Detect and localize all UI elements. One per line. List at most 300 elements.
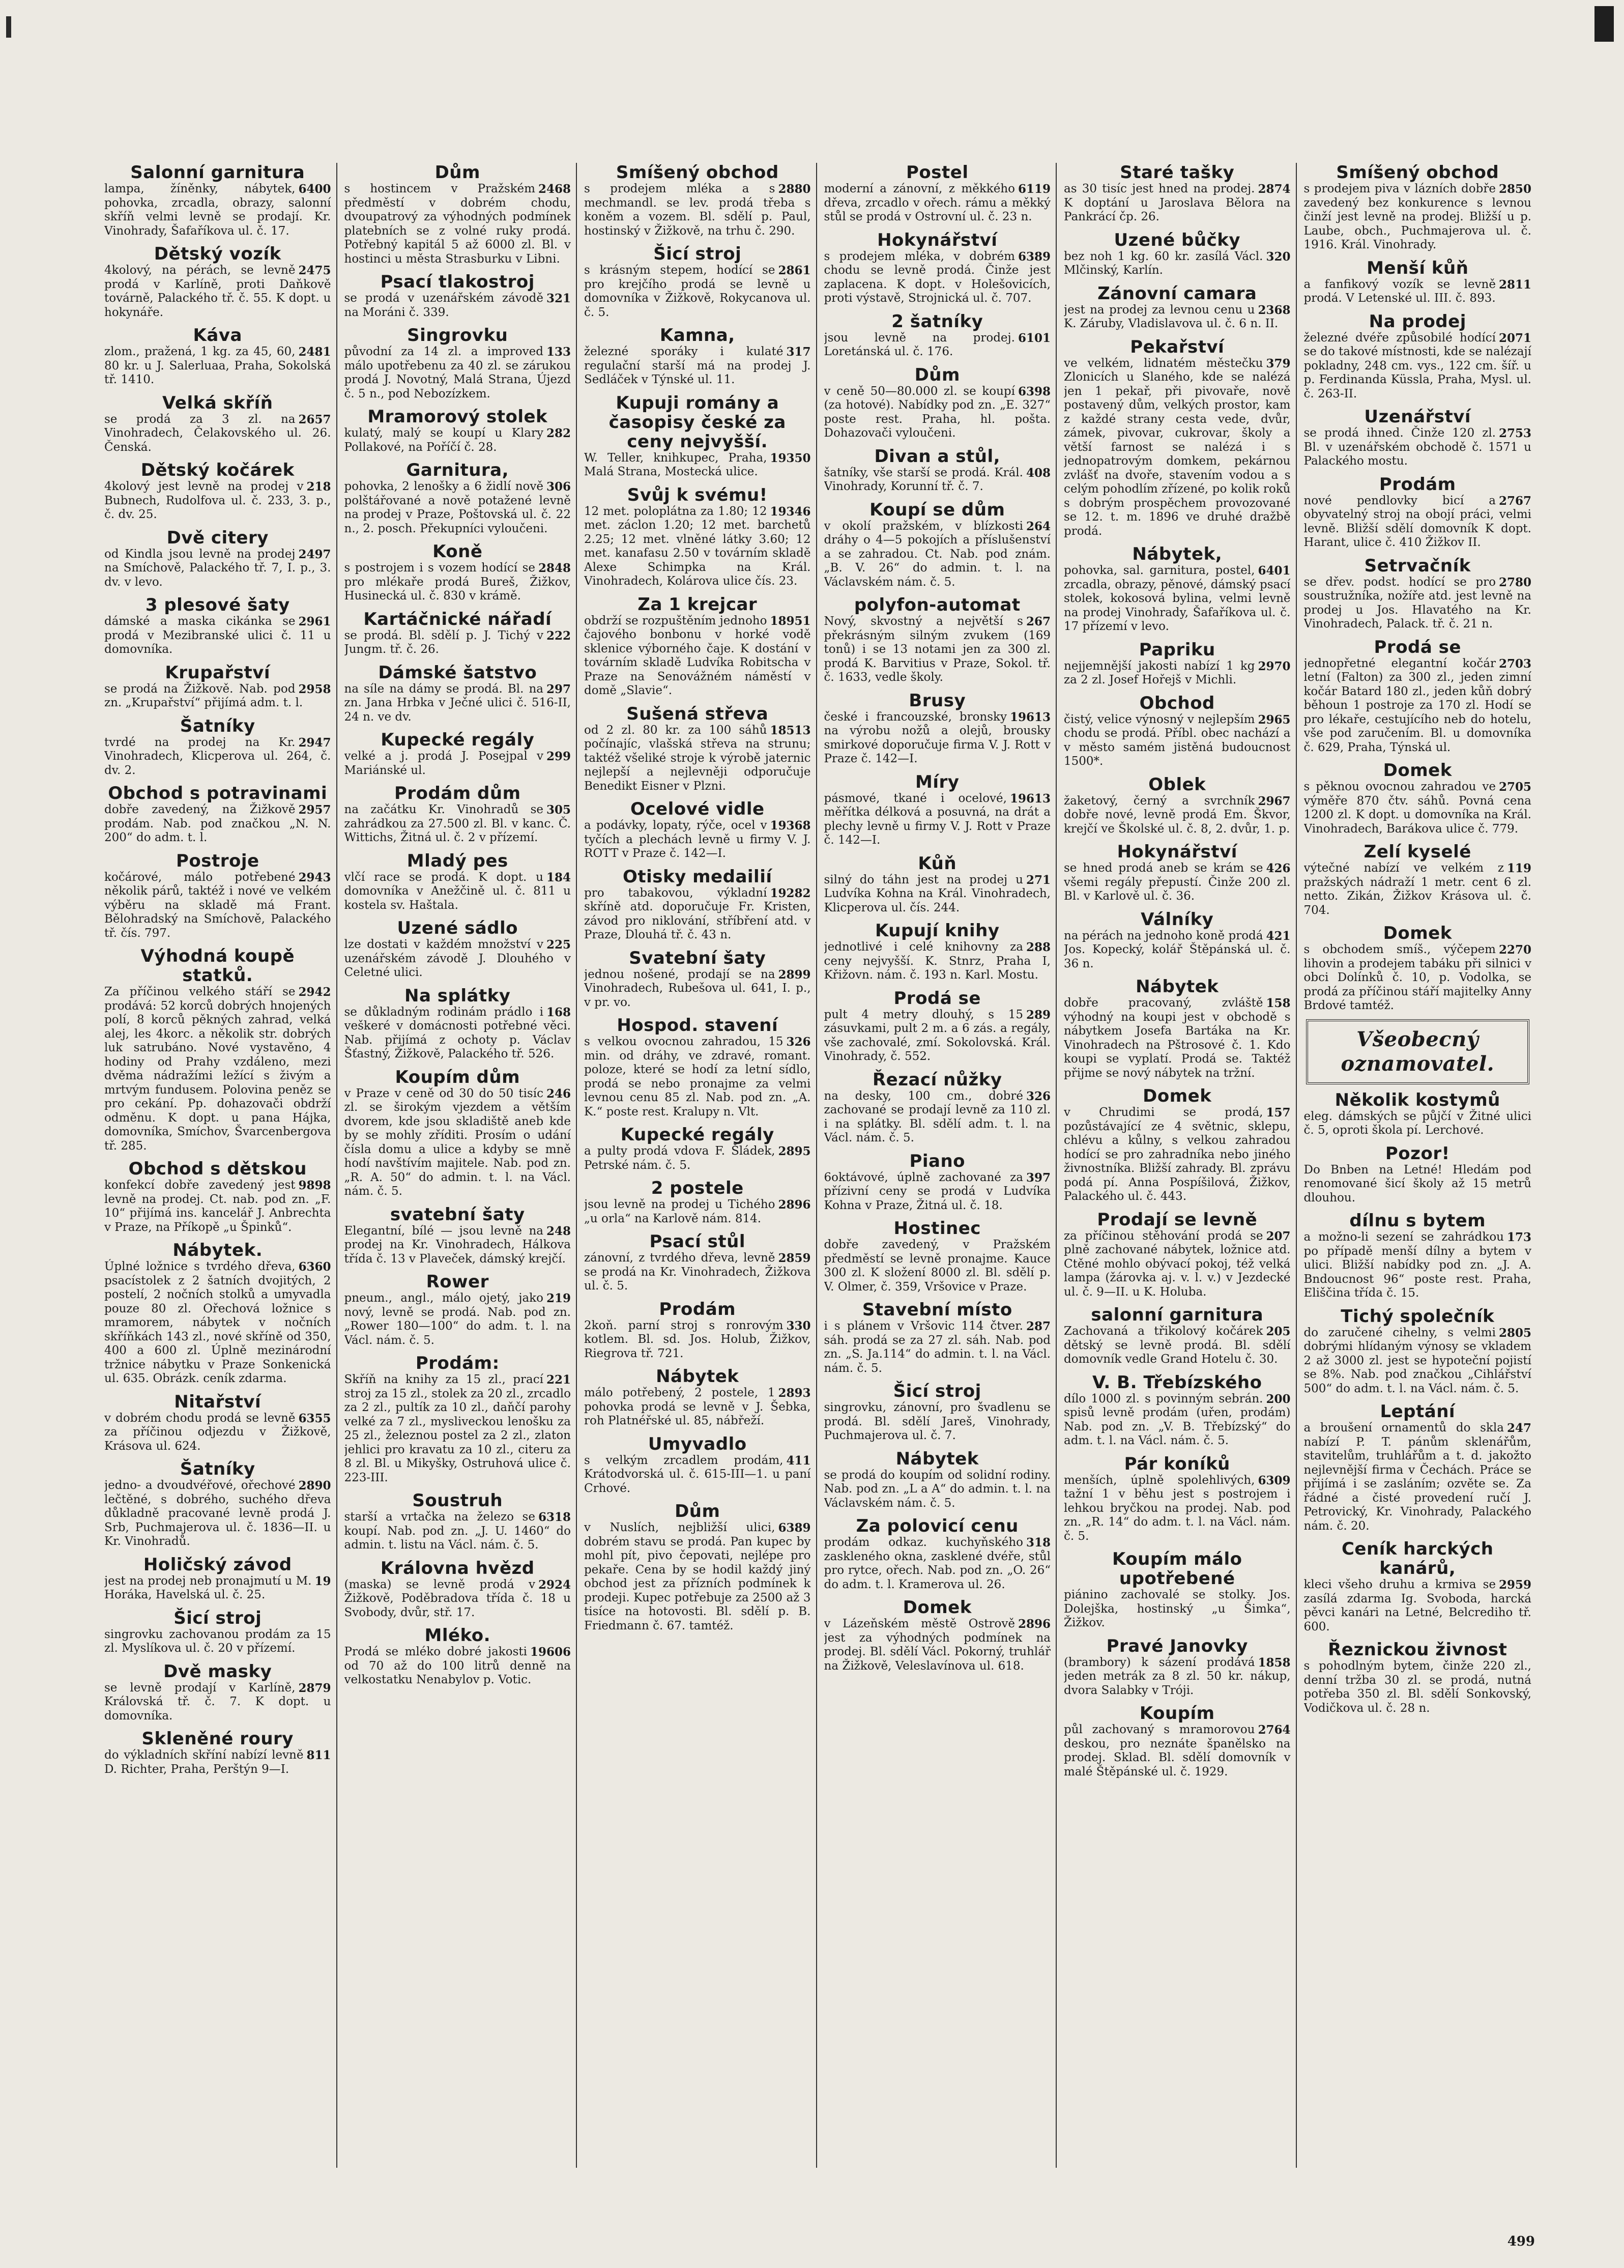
classified-ad [584,1434,811,1496]
ad-number: 2767 [1498,494,1531,508]
classified-ad [1064,640,1291,687]
ad-title: Dům [675,1501,720,1521]
ad-number: 2753 [1498,426,1531,440]
ad-title: Domek [1143,1086,1212,1106]
ad-title: Dům [434,163,480,183]
ad-body [1064,996,1291,1080]
ad-number: 168 [546,1005,571,1019]
classified-ad [1064,337,1291,539]
ad-title: Káva [193,325,242,346]
ad-text: singrovku zachovanou prodám za 15 zl. Myslíkova ul. č. 20 v přízemí. [104,1627,331,1655]
ad-title: Svatební šaty [629,948,766,968]
ad-body [584,451,811,479]
ad-title: Dětský kočárek [140,460,295,480]
ad-text: s prodejem mléka a s mechmandl. se lev. prodá třeba s koněm a vozem. Bl. sdělí p. Paul, hostinský v Žižkově, na trhu č. 290. [584,182,811,238]
ad-title: Mladý pes [407,850,508,871]
ad-body [1304,1659,1532,1715]
ad-body [104,1179,331,1235]
ad-body [1064,862,1291,904]
ad-title: Umyvadlo [648,1433,747,1454]
ad-number: 317 [786,345,811,359]
ad-title: V. B. Třebízského [1092,1372,1262,1393]
ad-body [344,750,571,778]
classified-ad [1304,475,1532,550]
ad-body [344,682,571,725]
ad-number: 6400 [298,182,331,196]
ad-number: 408 [1026,466,1051,480]
ad-number: 2805 [1498,1326,1531,1340]
ad-number: 2896 [778,1198,811,1212]
ad-body [104,182,331,238]
ad-text: se prodá do koupím od solidní rodiny. Nab. pod zn. „L a A“ do admin. t. l. na Václavském nám. č. 5. [824,1468,1051,1510]
ad-title: Nábytek, [1132,544,1223,564]
ad-body [344,1006,571,1061]
ad-number: 289 [1026,1008,1051,1022]
ad-text: pohovka, 2 lenošky a 6 židlí nově polštářované a nově potažené levně na prodej v Praze, Poštovská ul. č. 22 n., 2. posch. Překupníci vyloučeni. [344,480,571,535]
ad-number: 18513 [770,723,811,737]
ad-text: 4kolový jest levně na prodej v Bubnech, Rudolfova ul. č. 233, 3. p., č. dv. 25. [104,480,331,521]
classified-ad [584,1125,811,1172]
ad-number: 2965 [1258,712,1291,727]
ad-text: jsou levně na prodej u Tichého „u orla“ na Karlově nám. 814. [584,1198,775,1225]
ad-text: od 2 zl. 80 kr. za 100 sáhů počínajíc, vlašská střeva na strunu; taktéž všeliké stroje k výrobě jaternic nejlepší a nejlevněji odporučuje Benedikt Eisner v Plzni. [584,723,811,793]
ad-number: 2899 [778,967,811,982]
ad-number: 6401 [1258,564,1291,578]
ad-text: dobře zavedený, v Pražském předměstí se levně pronajme. Kauce 300 zl. K složení 8000 zl. Bl. sdělí p. V. Olmer, č. 359, Vršovice v Praze. [824,1238,1051,1294]
classified-ad [104,946,331,1153]
classified-ad [344,1559,571,1620]
ad-body [584,1198,811,1226]
ad-text: a možno-li sezení se zahrádkou po případě menší dílny a bytem v ulici. Bližší nabídky pod zn. „J. A. Bndoucnost 96“ poste rest. Praha, Eliščina třída č. 15. [1303,1230,1531,1300]
ad-number: 2848 [538,561,571,575]
ad-body [344,292,571,320]
ad-number: 2893 [778,1386,811,1400]
ad-number: 6360 [298,1260,331,1274]
classified-ad [584,949,811,1010]
ad-title: Koně [432,541,483,562]
ad-title: Několik kostymů [1335,1089,1500,1110]
ad-body [344,871,571,913]
ad-body [584,819,811,861]
classified-ad [1304,842,1532,917]
ad-title: Koupí se dům [869,499,1005,520]
ad-title: Brusy [909,690,966,711]
classified-ad [1064,163,1291,224]
ad-body [1064,1588,1291,1630]
classified-ad [824,163,1051,224]
ad-text: kočárové, málo potřebené několik párů, taktéž i nové ve velkém výběru na skladě má Frant. Bělohradský na Smíchově, Palackého tř. čís. 797. [104,870,331,940]
ad-body [104,264,331,320]
ad-number: 6355 [298,1411,331,1425]
classified-ad [1304,1307,1532,1396]
ad-body [824,710,1051,766]
ad-title: Dům [914,364,960,385]
ad-text: pohovka, sal. garnitura, postel, zrcadla, obrazy, pěnové, dámský psací stolek, kokosová bylina, velmi levně na prodej Vinohrady, Šafaříkova ul. č. 17 přízemí v levo. [1064,564,1291,633]
ad-body [584,1144,811,1172]
ad-text: 2koň. parní stroj s ronrovým kotlem. Bl. sd. Jos. Holub, Žižkov, Riegrova tř. 721. [584,1318,811,1360]
classified-ad [1064,775,1291,837]
ad-body [824,1469,1051,1511]
ad-body [824,1319,1051,1375]
ad-title: Řezací nůžky [872,1069,1002,1090]
ad-title: Salonní garnitura [130,163,305,183]
ad-number: 326 [1026,1089,1051,1103]
ad-text: se prodá v uzenářském závodě na Moráni č. 339. [344,292,543,319]
ad-body [104,1628,331,1656]
ad-number: 2947 [298,735,331,750]
ad-body [584,1386,811,1428]
ad-body [344,1291,571,1347]
classified-ad [824,921,1051,983]
ad-text: s pohodlným bytem, činže 220 zl., denní tržba 30 zl. se prodá, nutná potřeba 350 zl. Bl. sdělí Sonkovský, Vodičkova ul. č. 28 n. [1303,1659,1531,1715]
ad-title: Domek [1383,760,1452,781]
ad-text: a broušení ornamentů do skla nabízí P. T. pánům sklenářům, stavitelům, truhlářům a t. d. jakožto nejlevnější firma v Čechách. Práce se přijímá i se zasláním; ozvěte se. Za řádné a čisté provedení ručí J. Petrovický, Kr. Vinohrady, Palackého nám. č. 20. [1303,1421,1531,1533]
classified-ad [344,610,571,657]
ad-body [1304,1230,1532,1301]
ad-title: Ocelové vidle [630,799,765,819]
ad-number: 221 [546,1373,571,1387]
section-banner [1306,1019,1530,1084]
ad-title: Obchod [1139,693,1215,713]
classified-ad [344,1068,571,1199]
classified-ad [344,461,571,536]
ad-title: Papriku [1139,639,1215,660]
classified-ad [584,1502,811,1633]
classified-ad [584,163,811,238]
ad-text: na pérách na jednoho koně prodá Jos. Kopecký, kolář Štěpánská ul. č. 36 n. [1064,929,1291,970]
ad-text: v okolí pražském, v blízkosti dráhy o 4—5 pokojích a příslušenství a se zahradou. Ct. Nab. pod znám. „B. V. 26“ do admin. t. l. na Václavském nám. č. 5. [824,519,1051,589]
ad-text: jest na prodej neb pronajmutí u M. Horáka, Havelská ul. č. 25. [104,1574,312,1601]
ad-title: Stavební místo [862,1300,1012,1320]
ad-number: 2942 [298,985,331,999]
classified-ad [344,730,571,778]
classified-ad [584,485,811,589]
ad-body [1304,862,1532,917]
ad-text: a pulty prodá vdova F. Šládek, Petrské nám. č. 5. [584,1144,775,1172]
ad-number: 157 [1266,1106,1291,1119]
ad-title: Na prodej [1369,311,1466,332]
classified-ad [1304,638,1532,755]
ad-text: (maska) se levně prodá v Žižkově, Poděbradova třída č. 18 u Svobody, dvůr, stř. 17. [344,1577,571,1619]
ad-body [824,1238,1051,1294]
ad-body [104,803,331,845]
ad-body [824,1536,1051,1592]
ad-text: na začátku Kr. Vinohradů se zahrádkou za 27.500 zl. Bl. v kanc. Č. Wittichs, Žitná ul. č. 2 v přízemí. [344,803,571,844]
ad-body [1304,331,1532,401]
ad-title: Dámské šatstvo [378,662,537,683]
ad-text: W. Teller, knihkupec, Praha, Malá Strana, Mostecká ulice. [584,451,767,478]
ad-title: Kupecké regály [620,1125,774,1145]
ad-title: Hokynářství [1117,842,1237,862]
ad-text: se prodá. Bl. sdělí p. J. Tichý v Jungm. tř. č. 26. [344,628,543,656]
ad-text: velké a j. prodá J. Posejpal v Mariánské ul. [344,750,543,777]
ad-body [104,1681,331,1724]
classified-ad [1064,1454,1291,1544]
ad-body [1304,657,1532,755]
ad-body [1064,303,1291,331]
ad-number: 6101 [1018,331,1051,345]
ad-number: 2481 [298,345,331,359]
ad-number: 379 [1266,356,1291,370]
ad-title: Šicí stroj [173,1607,262,1628]
ad-column-2 [344,163,577,2168]
ad-body [1304,1163,1532,1205]
ad-number: 2497 [298,547,331,561]
ad-number: 320 [1266,249,1291,264]
ad-title: Koupím dům [395,1067,520,1087]
ad-title: Šicí stroj [893,1381,981,1401]
ad-text: prodám odkaz. kuchyňského zaskleného okna, zasklené dvéře, stůl pro rytce, ořech. Nab. pod zn. „O. 26“ do adm. t. l. Kramerova ul. 26. [824,1536,1051,1591]
classified-ad [824,500,1051,590]
ad-title: salonní garnitura [1091,1305,1264,1325]
ad-text: žaketový, černý a svrchník dobře nové, levně prodá Em. Škvor, krejčí ve Školské ul. č. 8, 2. dvůr, 1. p. [1064,794,1291,836]
classified-ad [344,1205,571,1267]
ad-number: 184 [546,870,571,884]
classified-ad [584,393,811,479]
ad-text: obdrží se rozpuštěním jednoho čajového bonbonu v horké vodě sklenice výborného čaje. K dostání v továrním skladě Ludvíka Robitscha v Praze na Senovážném náměstí v domě „Slavie“. [584,614,811,697]
classified-ad [1064,842,1291,904]
classified-ad [1064,1549,1291,1630]
ad-body [1064,1723,1291,1779]
classified-ad [1304,1539,1532,1634]
classified-ad [344,663,571,725]
classified-ad [824,1152,1051,1213]
ad-title: Za polovicí cenu [856,1516,1019,1536]
ad-body [824,1171,1051,1213]
ad-title: Mléko. [424,1625,491,1646]
ad-body [344,561,571,604]
ad-text: na desky, 100 cm., dobré zachované se prodají levně za 110 zl. i na splátky. Bl. sdělí adm. t. l. na Václ. nám. č. 5. [824,1089,1051,1144]
ad-number: 19 [314,1574,331,1588]
ad-text: čistý, velice výnosný v nejlepším chodu se prodá. Příbl. obec nachází a v město samém jistěná budoucnost 1500*. [1064,712,1291,768]
ad-number: 411 [786,1453,811,1468]
classified-ad [584,1232,811,1294]
ad-number: 2780 [1498,575,1531,589]
ad-body [584,886,811,942]
ad-title: Soustruh [412,1490,503,1511]
ad-number: 2879 [298,1681,331,1695]
ad-title: Pravé Janovky [1106,1635,1248,1656]
ad-number: 9898 [298,1179,331,1192]
ad-number: 219 [546,1291,571,1305]
classified-ad [824,1598,1051,1673]
ad-text: s pěknou ovocnou zahradou ve výměře 870 čtv. sáhů. Povná cena 1200 zl. K dopt. u domovníka na Král. Vinohradech, Barákova ulice č. 779. [1303,780,1531,836]
classified-ad [344,784,571,845]
ad-number: 6309 [1258,1473,1291,1487]
ad-number: 2657 [298,412,331,426]
classified-ad [104,1459,331,1549]
ad-number: 811 [306,1748,331,1762]
ad-text: s obchodem smíš., výčepem lihovin a prodejem tabáku při silnici v obci Dolínků č. 10, p. Vodolka, se prodá za příčinou stáří majitelky Anny Brdové tamtéž. [1303,943,1531,1012]
classified-ad [344,1626,571,1687]
ad-title: Obchod s dětskou [128,1159,307,1179]
ad-text: Skříň na knihy za 15 zl., prací stroj za 15 zl., stolek za 20 zl., zrcadlo za 2 zl., pultík za 10 zl., daňčí parohy velké za 7 zl., mysliveckou lenošku za 25 zl., železnou postel za 2 zl., zlaton jehlici pro kravatu za 10 zl., citeru za 8 zl. Bl. u Mikyšky, Ostruhová ulice č. 223-III. [344,1373,571,1484]
classified-ad [1064,1704,1291,1779]
ad-body [824,1401,1051,1443]
ad-text: na síle na dámy se prodá. Bl. na zn. Jana Hrbka v Ječné ulici č. 516-II, 24 n. ve dv. [344,682,571,724]
ad-body [1304,780,1532,836]
classified-ad [1304,761,1532,836]
ad-text: i s plánem v Vršovic 114 čtver. sáh. prodá se za 27 zl. sáh. Nab. pod zn. „S. Ja.114“ do admin. t. l. na Václ. nám. č. 5. [824,1319,1051,1375]
ad-body [1304,182,1532,252]
ad-title: Pekařství [1130,336,1225,357]
ad-title: Psací stůl [649,1231,745,1252]
classified-ad [1064,231,1291,278]
ad-text: půl zachovaný s mramorovou deskou, pro neznáte španělsko na prodej. Sklad. Bl. sdělí domovník v malé Štěpánské ul. č. 1929. [1064,1723,1291,1778]
ad-title: Kupují knihy [875,921,1000,941]
ad-title: Královna hvězd [380,1558,535,1578]
ad-number: 288 [1026,940,1051,954]
ad-number: 2961 [298,615,331,628]
ad-body [1304,576,1532,631]
ad-text: původní za 14 zl. a improved málo upotřebenu za 40 zl. se zárukou prodá J. Novotný, Malá Strana, Újezd č. 5 n., pod Nebozízkem. [344,345,571,400]
ad-title: polyfon-automat [854,595,1021,615]
ad-title: Kamna, [659,325,735,346]
ad-number: 2705 [1498,780,1531,794]
classified-ad [824,1219,1051,1294]
ad-text: Zachovaná a třikolový kočárek dětský se levně prodá. Bl. sdělí domovník vedle Grand Hotelu č. 30. [1064,1325,1291,1366]
classified-ad [1064,544,1291,634]
ad-text: se prodá ihned. Činže 120 zl. Bl. v uzenářském obchodě č. 1571 u Palackého mostu. [1303,426,1531,468]
classified-ad [1304,259,1532,306]
ad-text: dobře pracovaný, zvláště výhodný na koupi jest v obchodě s nábytkem Josefa Bartáka na Kr. Vinohradech na Pštrosové č. 1. Kdo koupi se vyplatí. Prodá se. Taktéž přijme se nový nábytek na tržní. [1064,996,1291,1080]
ad-text: železné dvéře způsobilé hodící se do takové místnosti, kde se nalézají pokladny, 248 cm. vys., 122 cm. šíř. u p. Ferdinanda Küssla, Praha, Mysl. ul. č. 263-II. [1303,331,1531,400]
ad-text: dobře zavedený, na Žižkově prodám. Nab. pod značkou „N. N. 200“ do adm. t. l. [104,803,331,844]
ad-text: Elegantní, bílé — jsou levně na prodej na Kr. Vinohradech, Hálkova třída č. 13 v Plaveček, dámský krejčí. [344,1224,571,1266]
ad-body [824,792,1051,848]
classified-ad [344,272,571,320]
ad-number: 397 [1026,1170,1051,1185]
ad-number: 222 [546,628,571,643]
ad-title: Míry [915,771,960,792]
ad-title: Svůj k svému! [627,484,768,505]
ad-body [344,629,571,657]
ad-body [1304,1326,1532,1396]
ad-title: Holičský závod [143,1554,292,1575]
ad-body [1064,1656,1291,1698]
ad-body [1304,943,1532,1013]
ad-text: konfekcí dobře zavedený jest levně na prodej. Ct. nab. pod zn. „F. 10“ přijímá ins. kancelář J. Anbrechta v Praze, na Příkopě „u Špinků“. [104,1179,331,1234]
ad-text: bez noh 1 kg. 60 kr. zasílá Václ. Mlčinský, Karlín. [1064,249,1263,277]
ad-body [344,1087,571,1199]
ad-body [104,871,331,941]
classified-ad [824,1449,1051,1511]
ad-text: dámské a maska cikánka se prodá v Mezibranské ulici č. 11 u domovníka. [104,615,331,656]
ad-title: Psací tlakostroj [380,272,535,292]
classified-ad [824,447,1051,494]
ad-text: vlčí race se prodá. K dopt. u domovníka v Anežčině ul. č. 811 u kostela sv. Haštala. [344,870,571,912]
ad-title: Smíšený obchod [1336,163,1499,183]
classified-ad [584,1016,811,1119]
ad-body [1304,1578,1532,1634]
ad-text: se levně prodají v Karlíně, Královská tř. č. 7. K dopt. u domovníka. [104,1681,331,1722]
ad-text: lze dostati v každém množství v uzenářském závodě J. Dlouhého v Celetné ulici. [344,938,571,979]
ad-text: v dobrém chodu prodá se levně za příčinou odjezdu v Žižkově, Krásova ul. 624. [104,1411,331,1453]
ad-title: 2 postele [651,1178,744,1198]
ad-text: 4kolový, na pérách, se levně prodá v Karlíně, proti Daňkově továrně, Palackého tř. č. 55. K dopt. u hokynáře. [104,264,331,319]
ad-number: 6389 [1018,249,1051,264]
ad-body [344,1578,571,1620]
ad-text: železné sporáky i kulaté regulační starší má na prodej J. Sedláček v Týnské ul. 11. [584,345,811,386]
ad-text: pult 4 metry dlouhý, s 15 zásuvkami, pult 2 m. a 6 zás. a regály, vše zachovalé, zmí. Sokolovská. Král. Vinohrady, č. 552. [824,1008,1051,1063]
ad-column-3 [584,163,817,2168]
classified-ad [104,663,331,710]
ad-body [824,250,1051,306]
ad-body [824,1008,1051,1064]
ad-text: jest na prodej za levnou cenu u K. Záruby, Vladislavova ul. č. 6 n. II. [1064,303,1279,330]
ad-title: Šatníky [180,1459,255,1479]
ad-body [1064,1392,1291,1448]
classified-ad [344,851,571,913]
classified-ad [1304,556,1532,631]
ad-text: v Chrudimi se prodá, pozůstávající ze 4 světnic, sklepu, chlévu a kůlny, s velkou zahradou hodící se pro zahradníka nebo jiného živnostníka. Bližší zahrady. Bl. zprávu podá pí. Anna Pospíšilová, Žižkov, Palackého ul. č. 443. [1064,1106,1291,1203]
ad-number: 6389 [778,1521,811,1535]
ad-text: tvrdé na prodej na Kr. Vinohradech, Klicperova ul. 264, č. dv. 2. [104,735,331,777]
ad-text: a fanfikový vozík se levně prodá. V Letenské ul. III. č. 893. [1303,277,1496,305]
ad-body [344,480,571,536]
classified-ad [104,784,331,845]
ad-text: s hostincem v Pražském předměstí v dobrém chodu, dvoupatrový za výhodných podmínek platebních se z volné ruky prodá. Potřebný kapitál 5 až 6000 zl. Bl. v hostinci u města Strasburku v Libni. [344,182,571,266]
classified-ad [584,244,811,320]
ad-title: Singrovku [407,325,508,346]
classified-ad [1304,1402,1532,1533]
ad-body [824,182,1051,224]
classified-ad [1064,1086,1291,1204]
ad-body [1304,1110,1532,1138]
ad-text: v ceně 50—80.000 zl. se koupí (za hotové). Nabídky pod zn. „E. 327“ poste rest. Praha, hl. pošta. Dohazovači vyloučeni. [824,384,1051,440]
classified-ad [1064,1373,1291,1448]
ad-body [584,1521,811,1633]
ad-title: Nábytek [1136,977,1219,997]
ad-title: Uzenářství [1364,407,1471,427]
ad-text: se důkladným rodinám prádlo i veškeré v domácnosti potřebné věci. Nab. přijímá z ochoty p. Václav Šťastný, Žižkově, Palackého tř. 526. [344,1005,571,1060]
ad-column-5 [1064,163,1297,2168]
ad-title: Oblek [1148,774,1206,795]
ad-title: Na splátky [404,985,511,1006]
corner-mark [1594,6,1614,42]
classified-ad [104,393,331,455]
ad-number: 6119 [1018,182,1051,196]
ad-body [1064,1474,1291,1544]
ad-body [584,182,811,238]
ad-text: pásmové, tkané i ocelové, měřítka délková a posuvná, na drát a plechy levně u firmy V. J. Rott v Praze č. 142—I. [824,791,1051,847]
ad-text: as 30 tisíc jest hned na prodej. K doptání u Jaroslava Bělora na Pankrácí čp. 26. [1064,182,1291,223]
ad-body [104,1748,331,1776]
ad-text: pneum., angl., málo ojetý, jako nový, levně se prodá. Nab. pod zn. „Rower 180—100“ do adm. t. l. na Václ. nám. č. 5. [344,1291,571,1347]
ad-text: málo potřebený, 2 postele, 1 pohovka prodá se levně v J. Šebka, roh Platnéřské ul. 85, nábřeží. [584,1386,811,1427]
ad-title: Válníky [1141,909,1214,930]
ad-text: s prodejem mléka, v dobrém chodu se levně prodá. Činže jest zaplacena. K dopt. v Holešovicích, proti výstavě, Strojnická ul. č. 707. [824,249,1051,305]
ad-text: výtečné nabízí ve velkém z pražských nádraží 1 metr. cent 6 zl. netto. Zikán, Žižkov Krásova ul. č. 704. [1303,862,1531,917]
ad-body [584,505,811,589]
ad-body [344,1373,571,1485]
classified-ad [824,989,1051,1064]
classified-ad [344,1354,571,1485]
ad-title: Výhodná koupě statků. [140,946,295,986]
ad-number: 2703 [1498,656,1531,671]
classified-ad [584,595,811,698]
classified-ad [1304,312,1532,401]
ad-title: Koupím málo upotřebené [1112,1549,1242,1589]
classified-ad [1064,1210,1291,1300]
ad-text: v Praze v ceně od 30 do 50 tisíc zl. se širokým vjezdem a větším dvorem, kde jsou skladiště aneb kde by se mohly zříditi. Prosím o udání čísla domu a ulice a kdyby se mně hodí navštívím majitele. Nab. pod zn. „R. A. 50“ do admin. t. l. na Václ. nám. č. 5. [344,1086,571,1198]
ad-text: jednou nošené, prodají se na Vinohradech, Rubešova ul. 641, I. p., v pr. vo. [584,967,811,1009]
ad-title: Nábytek. [172,1240,263,1260]
ad-number: 2468 [538,182,571,196]
classified-ads-page [104,163,1536,2168]
ad-body [824,615,1051,685]
ad-text: lampa, žíněnky, nábytek, pohovka, zrcadla, obrazy, salonní skříň velmi levně se prodají. Kr. Vinohrady, Šafaříkova ul. č. 17. [104,182,331,238]
